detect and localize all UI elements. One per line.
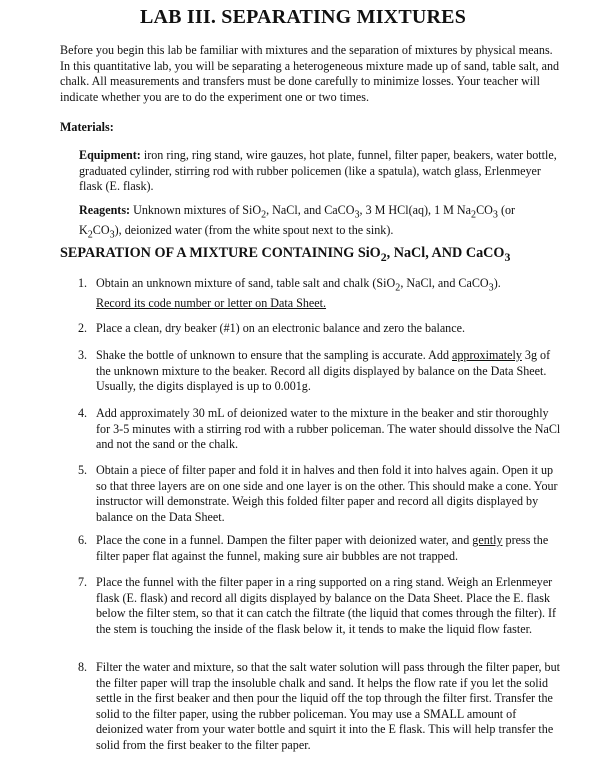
page-title: LAB III. SEPARATING MIXTURES <box>139 6 467 28</box>
reagents-label: Reagents: <box>79 203 131 217</box>
step-underlined-text: gently <box>472 533 503 547</box>
equipment-text: iron ring, ring stand, wire gauzes, hot plate, funnel, filter paper, beakers, water bottle, graduated cylinder, stirring rod with rubber policemen (like a spatula), watch glass, Erlenmeyer flask (E. flask). <box>79 148 557 193</box>
step-text: Obtain a piece of filter paper and fold it in halves and then fold it into halves again. Open it up so that three layers are on one side and one layer is on the other. This should make a cone. Your instructor will demonstrate. Weigh this folded filter paper and record all digits displayed by balance on the Data Sheet. <box>96 463 558 524</box>
section-heading: SEPARATION OF A MIXTURE CONTAINING SiO$_2$, NaCl, AND CaCO$_3$ <box>60 245 511 264</box>
step-underlined-text: Record its code number or letter on Data Sheet. <box>96 295 327 310</box>
step-7 <box>78 575 562 637</box>
step-6 <box>78 533 562 564</box>
step-4 <box>78 406 562 453</box>
step-5 <box>78 463 562 525</box>
step-text: Shake the bottle of unknown to ensure that the sampling is accurate. Add approximately 3g of the unknown mixture to the beaker. Record all digits displayed by balance on the Data Sheet. Usually, the digits displayed is up to 0.001g. <box>96 348 551 393</box>
step-text: Place a clean, dry beaker (#1) on an electronic balance and zero the balance. <box>96 321 465 335</box>
step-number: 4. <box>78 406 88 420</box>
step-text: Place the funnel with the filter paper in a ring supported on a ring stand. Weigh an Erlenmeyer flask (E. flask) and record all digits displayed by balance on the Data Sheet. Place the E. flask below the filter stem, so that it can catch the filtrate (the liquid that comes through the filter). If the stem is touching the inside of the flask below it, it tends to make the liquid flow faster. <box>96 575 557 636</box>
materials-heading: Materials: <box>60 120 114 134</box>
step-2 <box>78 321 562 337</box>
equipment-paragraph <box>79 148 559 195</box>
step-text: Filter the water and mixture, so that the salt water solution will pass through the filter paper, but the filter paper will trap the insoluble chalk and sand. It helps the flow rate if you let the solid settle in the first beaker and then pour the liquid off the top through the filter first. Transfer the solid to the filter paper, using the rubber policeman. You may use a SMALL amount of deionized water from your water bottle and squirt it into the E flask. This will help transfer the solid from the first beaker to the filter paper. <box>96 660 561 752</box>
step-text: Place the cone in a funnel. Dampen the filter paper with deionized water, and gently press the filter paper flat against the funnel, making sure air bubbles are not trapped. <box>96 533 549 563</box>
step-number: 7. <box>78 575 88 589</box>
step-number: 1. <box>78 276 88 290</box>
equipment-label: Equipment: <box>79 148 141 162</box>
step-1 <box>78 276 562 311</box>
step-number: 8. <box>78 660 88 674</box>
step-number: 6. <box>78 533 88 547</box>
step-number: 2. <box>78 321 88 335</box>
reagents-paragraph: Reagents: Unknown mixtures of SiO$_2$, NaCl, and CaCO$_3$, 3 M HCl(aq), 1 M $Na_2CO_3$ (or $K_2CO_3$), deionized water (from the white spout next to the sink). <box>79 203 516 241</box>
intro-paragraph: Before you begin this lab be familiar with mixtures and the separation of mixtures by physical means. In this quantitative lab, you will be separating a heterogeneous mixture made up of sand, table salt, and chalk. All measurements and transfers must be done carefully to minimize losses. Your teacher will indicate whether you are to do the experiment one or two times. <box>60 43 560 104</box>
step-8 <box>78 660 562 753</box>
step-number: 5. <box>78 463 88 477</box>
step-number: 3. <box>78 348 88 362</box>
step-text: Add approximately 30 mL of deionized water to the mixture in the beaker and stir thoroughly for 3-5 minutes with a stirring rod with a rubber policeman. The water should dissolve the NaCl and not the sand or the chalk. <box>96 406 561 451</box>
step-underlined-text: approximately <box>452 348 522 362</box>
step-text: Obtain an unknown mixture of sand, table salt and chalk (SiO$_2$, NaCl, and CaCO$_3$). Record its code number or letter on Data Sheet. <box>96 276 501 310</box>
step-3 <box>78 348 562 395</box>
